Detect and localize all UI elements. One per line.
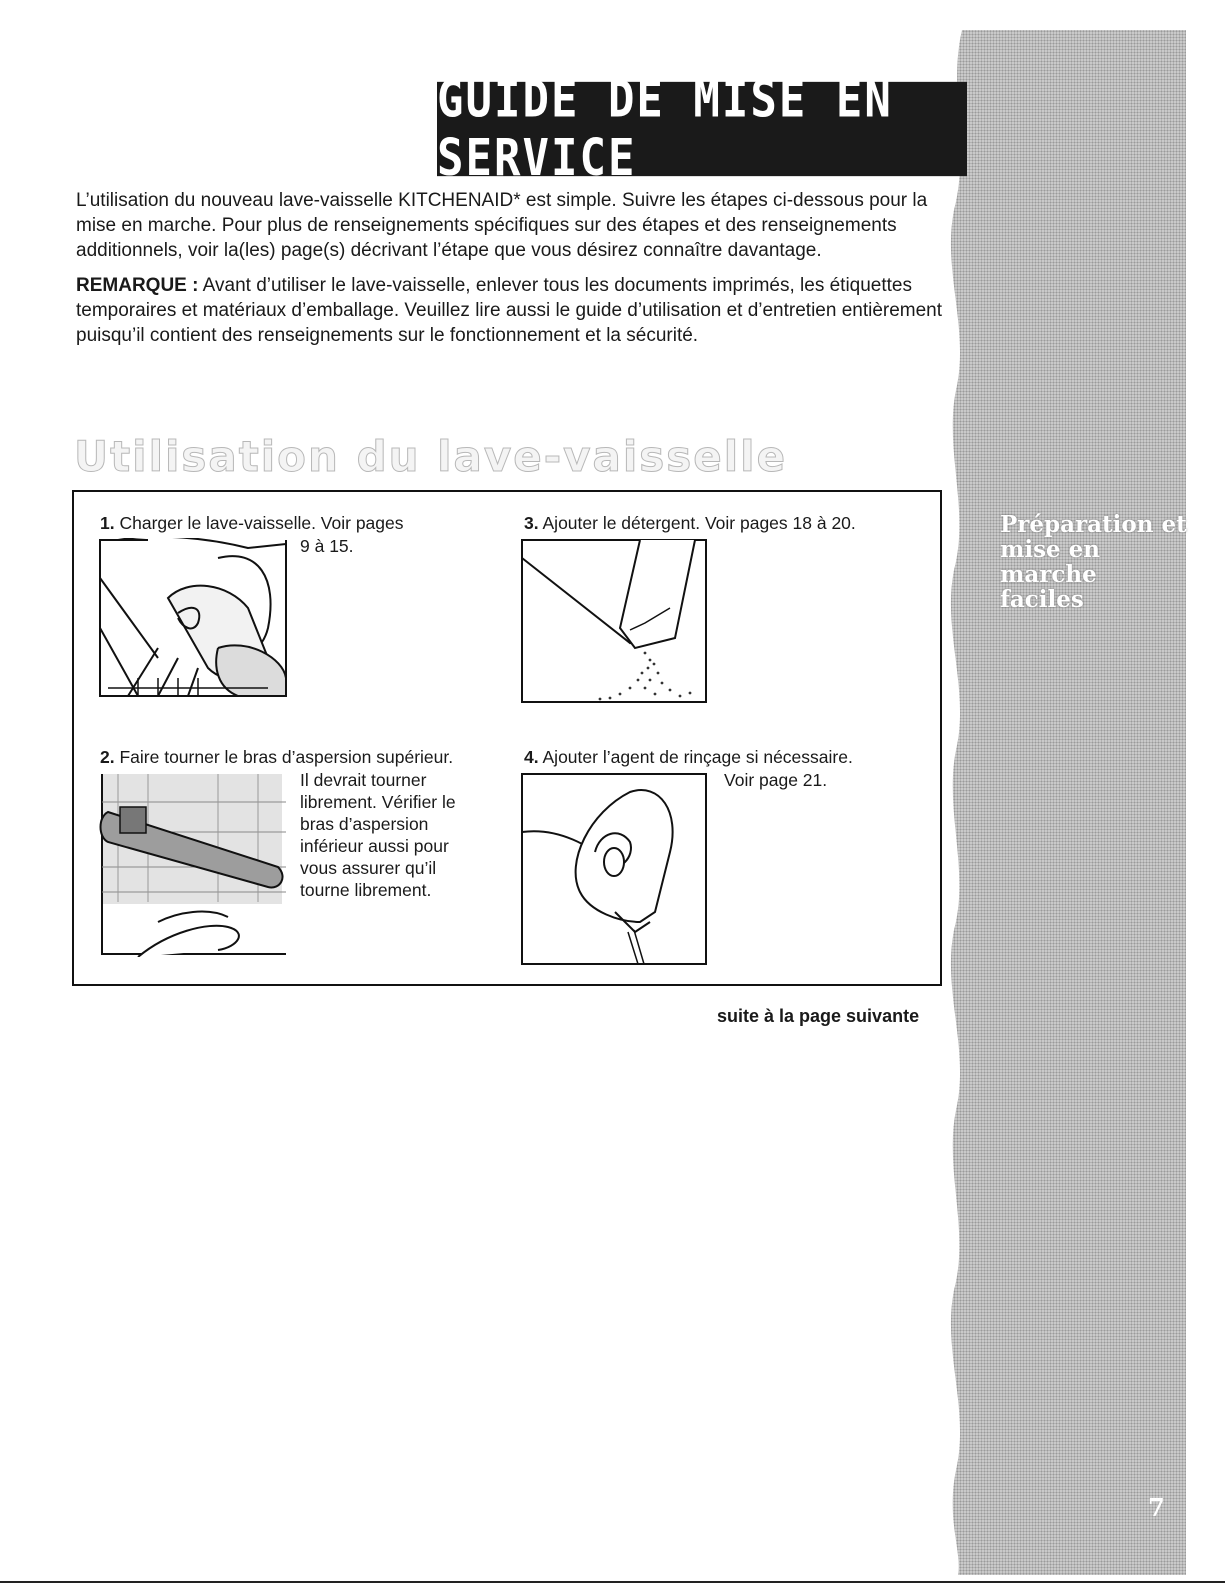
step-2-detail-line-4: inférieur aussi pour [300, 836, 449, 856]
step-2-text: Faire tourner le bras d’aspersion supérieur. [114, 747, 454, 767]
intro-text [76, 188, 956, 358]
step-1-text: Charger le lave-vaisselle. Voir pages [114, 513, 404, 533]
step-3-label [524, 512, 856, 534]
step-4-page: Voir page 21. [724, 770, 828, 790]
step-2-number: 2. [100, 747, 115, 767]
bottom-rule [0, 1581, 1225, 1583]
section-title: Utilisation du lave-vaisselle [74, 432, 788, 481]
step-2-details [300, 769, 456, 901]
note-label: REMARQUE : [76, 275, 199, 296]
step-2-detail-line-6: tourne librement. [300, 880, 432, 900]
page-title-banner: GUIDE DE MISE EN SERVICE [437, 82, 967, 176]
note-text: Avant d’utiliser le lave-vaisselle, enlever tous les documents imprimés, les étiquettes temporaires et matériaux d’emballage. Veuillez lire aussi le guide d’utilisation et d’entretien entièrement puisqu’il contient des renseignements sur le fonctionnement et la sécurité. [76, 275, 943, 346]
side-tab-line-3: faciles [1000, 586, 1084, 613]
note-paragraph [76, 273, 956, 348]
step-2-detail-line-5: vous assurer qu’il [300, 858, 437, 878]
step-3-number: 3. [524, 513, 539, 533]
step-4-text: Ajouter l’agent de rinçage si nécessaire. [538, 747, 853, 767]
intro-paragraph: L’utilisation du nouveau lave-vaisselle KITCHENAID* est simple. Suivre les étapes ci-dessous pour la mise en marche. Pour plus de renseignements spécifiques sur des étapes et des renseignements additionnels, voir la(les) page(s) décrivant l’étape que vous désirez connaître davantage. [76, 190, 928, 261]
step-2-detail-line-1: Il devrait tourner [300, 770, 427, 790]
step-1-number: 1. [100, 513, 115, 533]
step-4-number: 4. [524, 747, 539, 767]
adding-rinse-aid-illustration [520, 772, 710, 966]
loading-dishes-illustration [98, 538, 288, 698]
step-2-label [100, 746, 453, 768]
step-2-detail-line-3: bras d’aspersion [300, 814, 429, 834]
side-tab [950, 30, 1186, 1575]
step-1-pages: 9 à 15. [300, 536, 354, 556]
step-4-label [524, 746, 853, 768]
steps-box [72, 490, 942, 986]
step-1-label [100, 512, 404, 534]
step-3-text: Ajouter le détergent. Voir pages 18 à 20. [538, 513, 856, 533]
side-tab-line-1: Préparation et [1000, 511, 1187, 538]
adding-detergent-illustration [520, 538, 710, 704]
spray-arm-illustration [98, 772, 288, 957]
page-number: 7 [1148, 1493, 1165, 1522]
side-tab-title [1000, 512, 1190, 612]
side-tab-line-2: mise en marche [1000, 536, 1101, 588]
continued-note: suite à la page suivante [717, 1006, 920, 1026]
step-2-detail-line-2: librement. Vérifier le [300, 792, 456, 812]
